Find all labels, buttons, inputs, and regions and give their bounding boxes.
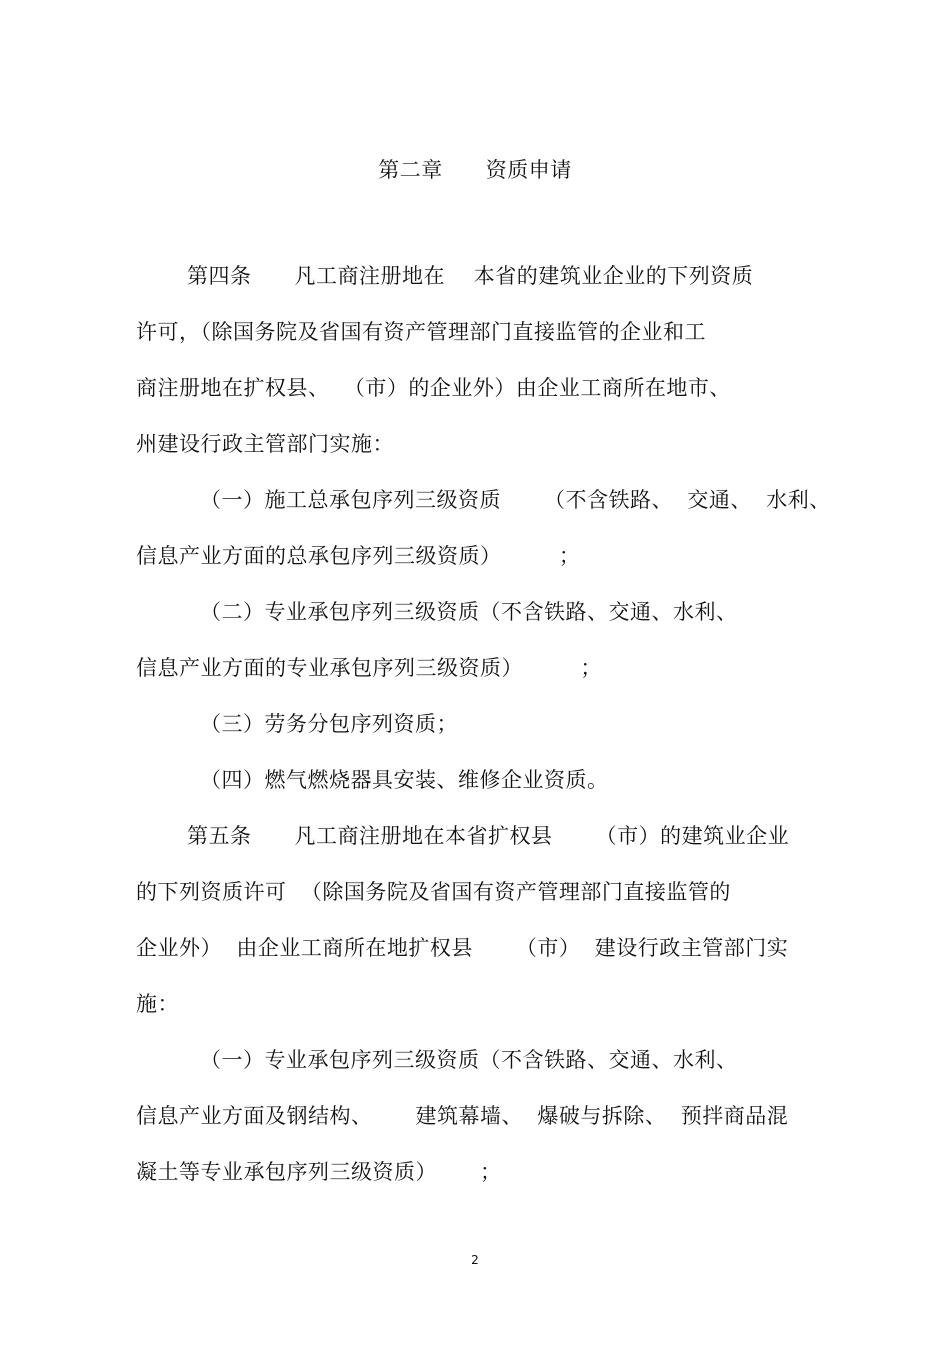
article-5-item-1-line-2: 信息产业方面及钢结构、 建筑幕墙、 爆破与拆除、 预拌商品混 — [136, 1104, 789, 1128]
article-4-item-3-line-1: （三）劳务分包序列资质； — [200, 712, 458, 736]
article-5-item-1-line-3: 凝土等专业承包序列三级资质） ； — [136, 1160, 502, 1184]
chapter-title: 第二章 资质申请 — [378, 158, 572, 182]
article-4-item-1-line-1: （一）施工总承包序列三级资质 （不含铁路、 交通、 水利、 — [200, 488, 831, 512]
article-4-item-1-line-2: 信息产业方面的总承包序列三级资质） ； — [136, 544, 581, 568]
article-4-item-2-line-1: （二）专业承包序列三级资质（不含铁路、交通、水利、 — [200, 600, 738, 624]
page-number: 2 — [471, 1253, 479, 1267]
article-4-line-3: 商注册地在扩权县、 （市）的企业外）由企业工商所在地市、 — [136, 376, 731, 400]
article-4-line-2: 许可，（除国务院及省国有资产管理部门直接监管的企业和工 — [136, 320, 706, 344]
article-5-line-4: 施： — [136, 992, 179, 1016]
article-5-line-2: 的下列资质许可 （除国务院及省国有资产管理部门直接监管的 — [136, 880, 731, 904]
article-5-line-3: 企业外） 由企业工商所在地扩权县 （市） 建设行政主管部门实 — [136, 936, 789, 960]
article-5-line-1: 第五条 凡工商注册地在本省扩权县 （市）的建筑业企业 — [187, 824, 790, 848]
article-4-item-2-line-2: 信息产业方面的专业承包序列三级资质） ； — [136, 656, 602, 680]
article-5-item-1-line-1: （一）专业承包序列三级资质（不含铁路、交通、水利、 — [200, 1048, 738, 1072]
article-4-line-1: 第四条 凡工商注册地在 本省的建筑业企业的下列资质 — [187, 264, 754, 288]
article-4-item-4-line-1: （四）燃气燃烧器具安装、维修企业资质。 — [200, 768, 609, 792]
article-4-line-4: 州建设行政主管部门实施： — [136, 432, 394, 456]
